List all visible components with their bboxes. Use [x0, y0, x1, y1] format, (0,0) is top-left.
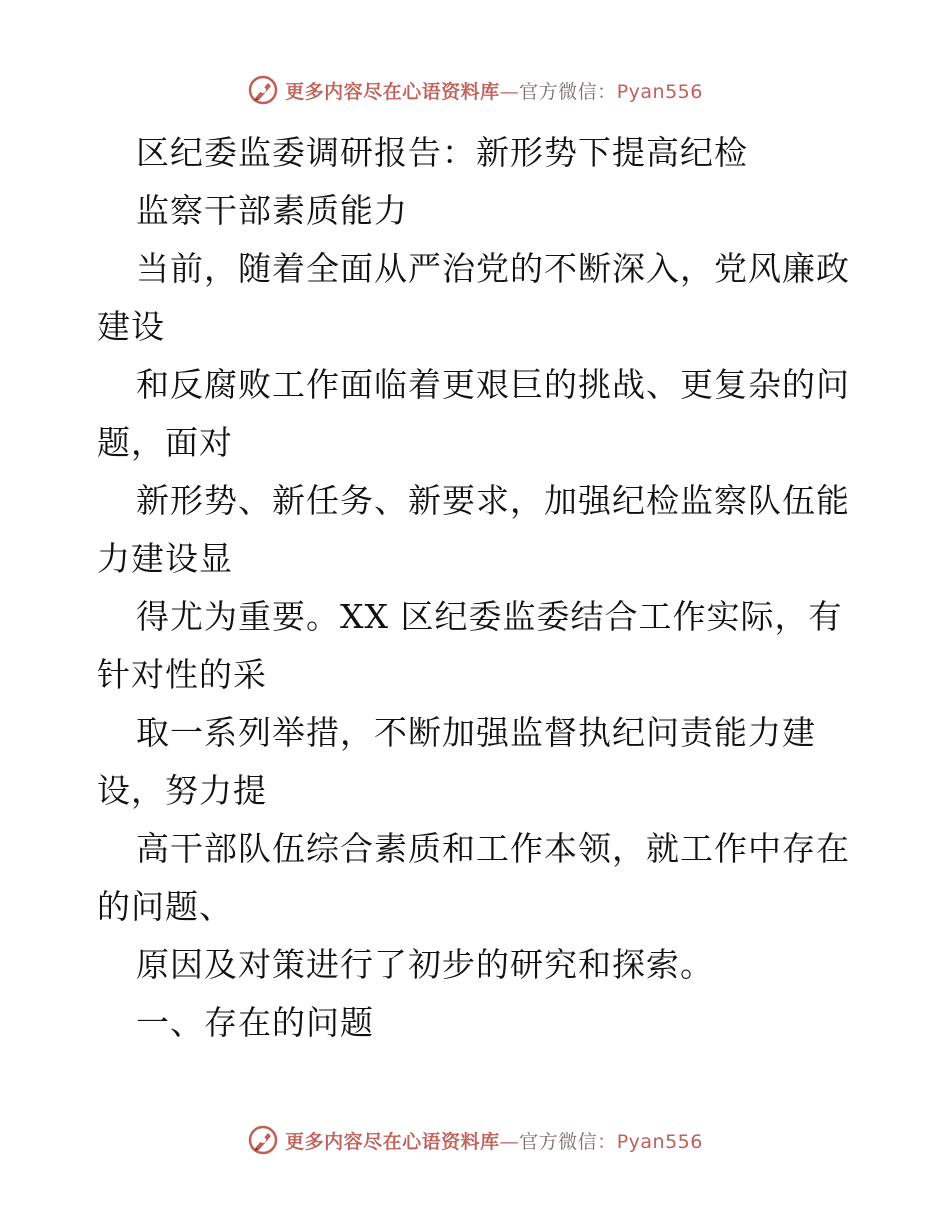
doc-paragraph-line: 取一系列举措，不断加强监督执纪问责能力建 [136, 713, 816, 752]
header-banner [0, 70, 950, 110]
banner-main-text: 更多内容尽在心语资料库 [285, 1130, 500, 1153]
banner-wechat-label: 官方微信： [519, 1130, 617, 1153]
doc-title-line-2: 监察干部素质能力 [136, 191, 408, 230]
doc-paragraph-line: 新形势、新任务、新要求，加强纪检监察队伍能 [136, 481, 850, 520]
doc-paragraph-line: 的问题、 [97, 887, 233, 926]
banner-dash: — [499, 80, 520, 103]
banner-text [285, 1127, 703, 1154]
banner-wechat-id: Pyan556 [616, 1130, 703, 1153]
doc-paragraph-line: 建设 [97, 307, 165, 346]
doc-paragraph-line: 原因及对策进行了初步的研究和探索。 [136, 945, 714, 984]
doc-paragraph-line: 设，努力提 [97, 771, 267, 810]
doc-paragraph-line: 高干部队伍综合素质和工作本领，就工作中存在 [136, 829, 850, 868]
banner-dash: — [499, 1130, 520, 1153]
doc-paragraph-line: 当前，随着全面从严治党的不断深入，党风廉政 [136, 249, 850, 288]
banner-wechat-label: 官方微信： [519, 80, 617, 103]
banner-text [285, 77, 703, 104]
doc-paragraph-line: 和反腐败工作面临着更艰巨的挑战、更复杂的问 [136, 365, 850, 404]
doc-section-heading: 一、存在的问题 [136, 1003, 374, 1042]
doc-paragraph-line: 得尤为重要。XX 区纪委监委结合工作实际，有 [136, 597, 843, 636]
banner-wechat-id: Pyan556 [616, 80, 703, 103]
document-body [97, 124, 857, 1052]
doc-paragraph-line: 力建设显 [97, 539, 233, 578]
quill-pen-logo-icon [247, 1124, 279, 1156]
doc-title-line-1: 区纪委监委调研报告：新形势下提高纪检 [136, 133, 748, 172]
doc-paragraph-line: 题，面对 [97, 423, 233, 462]
doc-paragraph-line: 针对性的采 [97, 655, 267, 694]
quill-pen-logo-icon [247, 74, 279, 106]
banner-main-text: 更多内容尽在心语资料库 [285, 80, 500, 103]
footer-banner [0, 1120, 950, 1160]
